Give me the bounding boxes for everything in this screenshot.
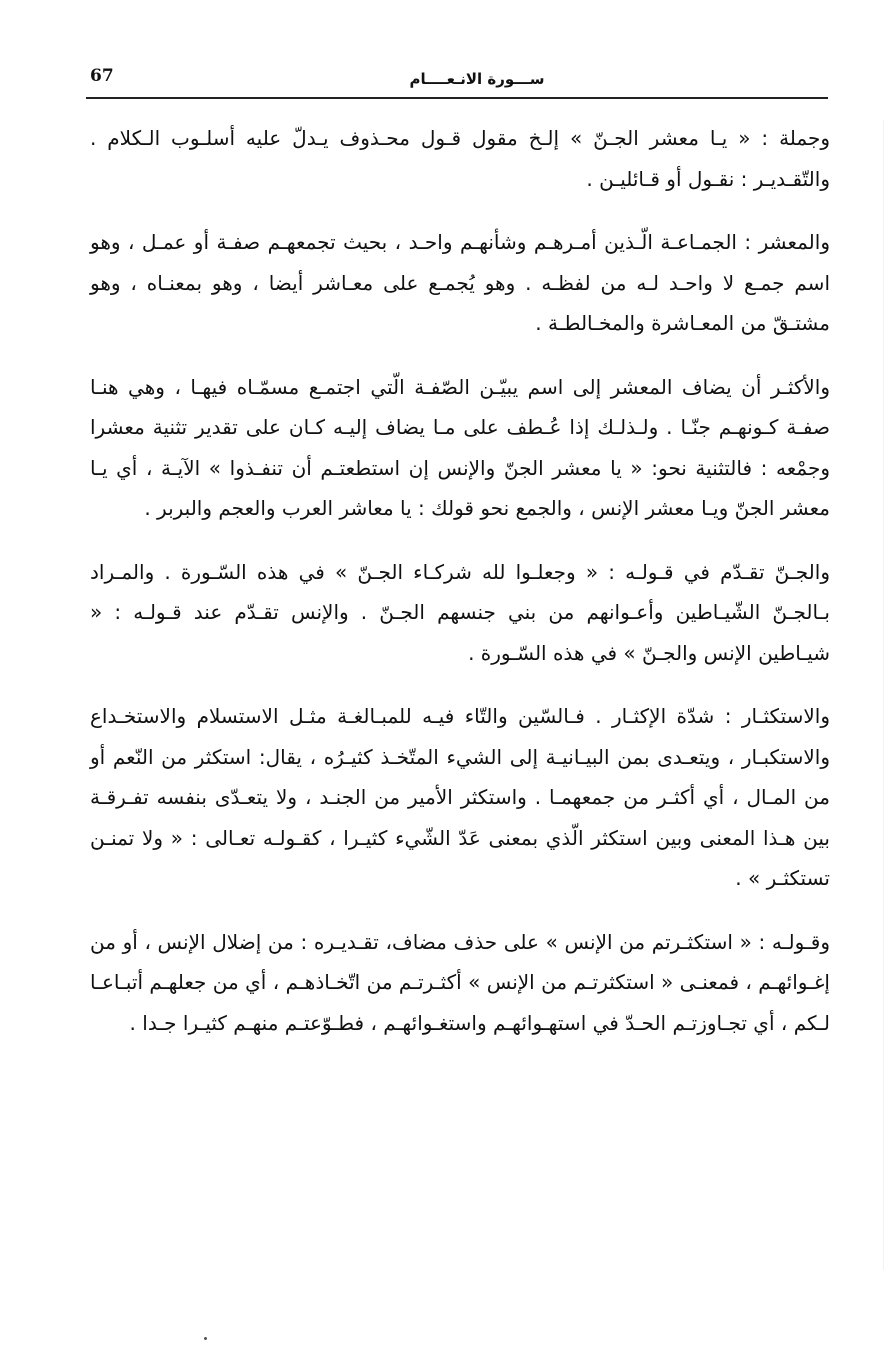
paragraph-sentence-analysis: وجملة : « يـا معشر الجـنّ » إلـخ مقول قـول محـذوف يـدلّ عليه أسلـوب الـكلام . والتّقـديـر : نقـول أو قـائليـن . <box>90 126 830 191</box>
header-rule <box>86 97 828 99</box>
paragraph-maashar-usage: والأكثـر أن يضاف المعشر إلى اسم يبيّـن الصّفـة الّتي اجتمـع مسمّـاه فيهـا ، وهي هنـا صفـة كـونهـم جنّـا . ولـذلـك إذا عُـطف على مـا يضاف إليـه كـان على تقدير تثنية معشرا وجمْعه : فالتثنية نحو: « يا معشر الجنّ والإنس إن استطعتـم أن تنفـذوا » الآيـة ، أي يـا معشر الجنّ ويـا معشر الإنس ، والجمع نحو قولك : يا معاشر العرب والعجم والبربر . <box>90 374 830 520</box>
paragraph-istakthartum: وقـولـه : « استكثـرتم من الإنس » على حذف مضاف، تقـديـره : من إضلال الإنس ، أو من إغـوائهـم ، فمعنـى « استكثرتـم من الإنس » أكثـرتـم من اتّخـاذهـم ، أي من جعلهـم أتبـاعـا لـكم ، أي تجـاوزتـم الحـدّ في استهـوائهـم واستغـوائهـم ، فطـوّعتـم منهـم كثيـرا جـدا . <box>90 929 830 1035</box>
paragraph-maashar-definition: والمعشر : الجمـاعـة الّـذين أمـرهـم وشأنهـم واحـد ، بحيث تجمعهـم صفـة أو عمـل ، وهو اسم جمـع لا واحـد لـه من لفظـه . وهو يُجمـع على معـاشر أيضا ، وهو بمعنـاه ، وهو مشتـقّ من المعـاشرة والمخـالطـة . <box>90 230 830 335</box>
page-header <box>86 62 828 100</box>
scan-dot <box>204 1337 207 1340</box>
body-text <box>90 118 830 1066</box>
paragraph-istikthar: والاستكثـار : شدّة الإكثـار . فـالسّين والتّاء فيـه للمبـالغـة مثـل الاستسلام والاستخـداع والاستكبـار ، ويتعـدى بمن البيـانيـة إلى الشيء المتّخـذ كثيـرُه ، يقال: استكثر من النّعم أو من المـال ، أي أكثـر من جمعهمـا . واستكثر الأمير من الجنـد ، ولا يتعـدّى بنفسه تفـرقـة بين هـذا المعنى وبين استكثر الّذي بمعنى عَدّ الشّيء كثيـرا ، كقـولـه تعـالى : « ولا تمنـن تستكثـر » . <box>90 704 830 890</box>
paragraph-jinn-meaning: والجـنّ تقـدّم في قـولـه : « وجعلـوا لله شركـاء الجـنّ » في هذه السّـورة . والمـراد بـالجـنّ الشّيـاطين وأعـوانهم من بني جنسهم الجـنّ . والإنس تقـدّم عند قـولـه : « شيـاطين الإنس والجـنّ » في هذه السّـورة . <box>90 559 830 665</box>
running-title: ســـورة الانـعــــام <box>409 70 545 88</box>
page-number: 67 <box>90 66 114 86</box>
scan-edge <box>883 120 884 1270</box>
